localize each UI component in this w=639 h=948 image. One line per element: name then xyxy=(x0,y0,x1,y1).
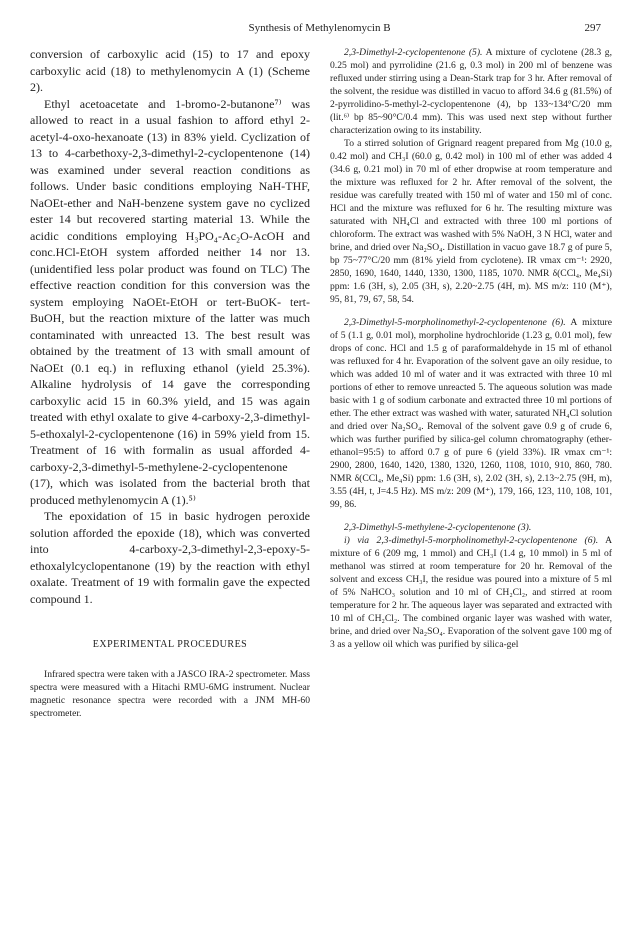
sub-heading: i) via 2,3-dimethyl-5-morpholinomethyl-2-cyclopentenone (6). xyxy=(344,535,599,546)
left-column xyxy=(30,46,310,720)
running-title: Synthesis of Methylenomycin B xyxy=(248,22,391,34)
page-header xyxy=(0,22,639,40)
paragraph: i) via 2,3-dimethyl-5-morpholinomethyl-2-cyclopentenone (6). A mixture of 6 (209 mg, 1 mmol) and CH₃I (1.4 g, 10 mmol) in 5 ml of methanol was stirred at room temperature for 20 hr. Removal of the solvent and excess CH₃I, the residue was poured into a mixture of 5 ml of 5% NaHCO₃ solution and 10 ml of CH₂Cl₂, and stirred at room temperature for 2 hr. The aqueous layer was separated and extracted with 10 ml of CH₂Cl₂. The combined organic layer was washed with water, brine, and dried over Na₂SO₄. Evaporation of the solvent gave 100 mg of 3 as a yellow oil which was purified by silica-gel xyxy=(330,535,612,650)
compound-heading: 2,3-Dimethyl-5-methylene-2-cyclopentenone (3). xyxy=(344,522,532,533)
paragraph: conversion of carboxylic acid (15) to 17 and epoxy carboxylic acid (18) to methylenomycin A (1) (Scheme 2). xyxy=(30,47,310,94)
paragraph: The epoxidation of 15 in basic hydrogen peroxide solution afforded the epoxide (18), which was converted into 4-carboxy-2,3-dimethyl-2,3-epoxy-5-ethoxalylcyclopentanone (19) by the reaction with ethyl oxalate. Treatment of 19 with formalin gave the expected compound 1. xyxy=(30,509,310,606)
page-number: 297 xyxy=(584,22,601,34)
section-heading: EXPERIMENTAL PROCEDURES xyxy=(92,639,248,650)
compound-heading: 2,3-Dimethyl-5-morpholinomethyl-2-cyclopentenone (6). xyxy=(344,317,566,328)
right-column xyxy=(330,46,612,651)
paragraph: Ethyl acetoacetate and 1-bromo-2-butanone⁷⁾ was allowed to react in a usual fashion to afford ethyl 2-acetyl-4-oxo-hexanoate (13) in 83% yield. Cyclization of 13 to 4-carbethoxy-2,3-dimethyl-2-cyclopentenone (14) was examined under several reaction conditions as follows. Under basic conditions employing NaH-THF, NaOEt-ether and NaH-benzene system gave no cyclized ester 14 but recovered starting material 13. While the acidic conditions employing H₃PO₄-Ac₂O-AcOH and conc.HCl-EtOH system afforded neither 14 nor 13. (unidentified less polar product was found on TLC) The effective reaction condition for this conversion was the system employing NaOEt-EtOH or tert-BuOK- tert-BuOH, but the reaction mixture of the latter was much contaminated with unreacted 13. The best result was obtained by the treatment of 13 with small amount of NaOEt (0.1 eq.) in refluxing ethanol (yield 25.3%). Alkaline hydrolysis of 14 gave the corresponding carboxylic acid 15 in 60.3% yield, and 15 was again treated with ethyl oxalate to give 4-carboxy-2,3-dimethyl-5-ethoxalyl-2-cyclopentenone (16) in 59% yield from 15. Treatment of 16 with formalin as usual afforded 4-carboxy-2,3-dimethyl-5-methylene-2-cyclopentenone (17), which was isolated from the bacterial broth that produced methylenomycin A (1).⁵⁾ xyxy=(30,96,310,507)
paragraph: 2,3-Dimethyl-2-cyclopentenone (5). A mixture of cyclotene (28.3 g, 0.25 mol) and pyrrolidine (21.6 g, 0.3 mol) in 200 ml of benzene was refluxed under stirring using a Dean-Stark trap for 3 hr. After removal of the solvent, the residue was distilled in vacuo to afford 34.6 g (81.5%) of 2-pyrrolidino-5-methyl-2-cyclopentenone (4), bp 133~134°C/20 mm (lit.⁶⁾ bp 85~90°C/0.4 mm). This was used next step without further characterization owing to its instability. xyxy=(330,47,613,136)
paragraph: Infrared spectra were taken with a JASCO IRA-2 spectrometer. Mass spectra were measured with a Hitachi RMU-6MG instrument. Nuclear magnetic resonance spectra were recorded with a JNM MH-60 spectrometer. xyxy=(30,669,310,719)
paragraph: To a stirred solution of Grignard reagent prepared from Mg (10.0 g, 0.42 mol) and CH₃I (60.0 g, 0.42 mol) in 100 ml of ether was added 4 (34.6 g, 0.21 mol) in 70 ml of ether dropwise at room temperature and the mixture was refluxed for 2 hr. After removal of the solvent, the residue was carefully treated with 150 ml of water and 150 ml of conc. HCl and the mixture was refluxed for 6 hr. The resulting mixture was saturated with NH₄Cl and extracted with three 100 ml portions of chloroform. The extract was washed with 5% NaOH, 3 N HCl, water and brine, and dried over Na₂SO₄. Distillation in vacuo gave 18.7 g of pure 5, bp 75~77°C/20 mm (81% yield from cyclotene). IR νmax cm⁻¹: 2920, 2850, 1690, 1640, 1440, 1330, 1300, 1185, 1070. NMR δ(CCl₄, Me₄Si) ppm: 1.6 (3H, s), 2.05 (3H, s), 2.20~2.75 (4H, m). MS m/z: 110 (M⁺), 95, 81, 79, 67, 58, 54. xyxy=(330,138,612,305)
paragraph: 2,3-Dimethyl-5-morpholinomethyl-2-cyclopentenone (6). A mixture of 5 (1.1 g, 0.01 mol), morpholine hydrochloride (1.23 g, 0.01 mol), few drops of conc. HCl and 1.5 g of paraformaldehyde in 15 ml of ethanol was refluxed for 4 hr. Evaporation of the solvent gave an oily residue, to which was added 10 ml of water and it was extracted with three 10 ml portions of ether to remove unreacted 5. The aqueous solution was made basic with 1 g of sodium carbonate and extracted three 10 ml portions of ether. The ether extract was washed with water, saturated NH₄Cl solution and dried over Na₂SO₄. Removal of the solvent gave 0.9 g of crude 6, which was further purified by silica-gel column chromatography (ether-ethanol=95:5) to afford 0.7 g of pure 6 (yield 33%). IR νmax cm⁻¹: 2900, 2800, 1640, 1420, 1380, 1320, 1260, 1108, 1010, 910, 860, 780. NMR δ(CCl₄, Me₄Si) ppm: 1.6 (3H, s), 2.02 (3H, s), 2.13~2.75 (9H, m), 3.55 (4H, t, J=4.5 Hz). MS m/z: 209 (M⁺), 179, 166, 123, 110, 108, 101, 99, 86. xyxy=(330,317,612,510)
compound-heading: 2,3-Dimethyl-2-cyclopentenone (5). xyxy=(344,47,483,58)
